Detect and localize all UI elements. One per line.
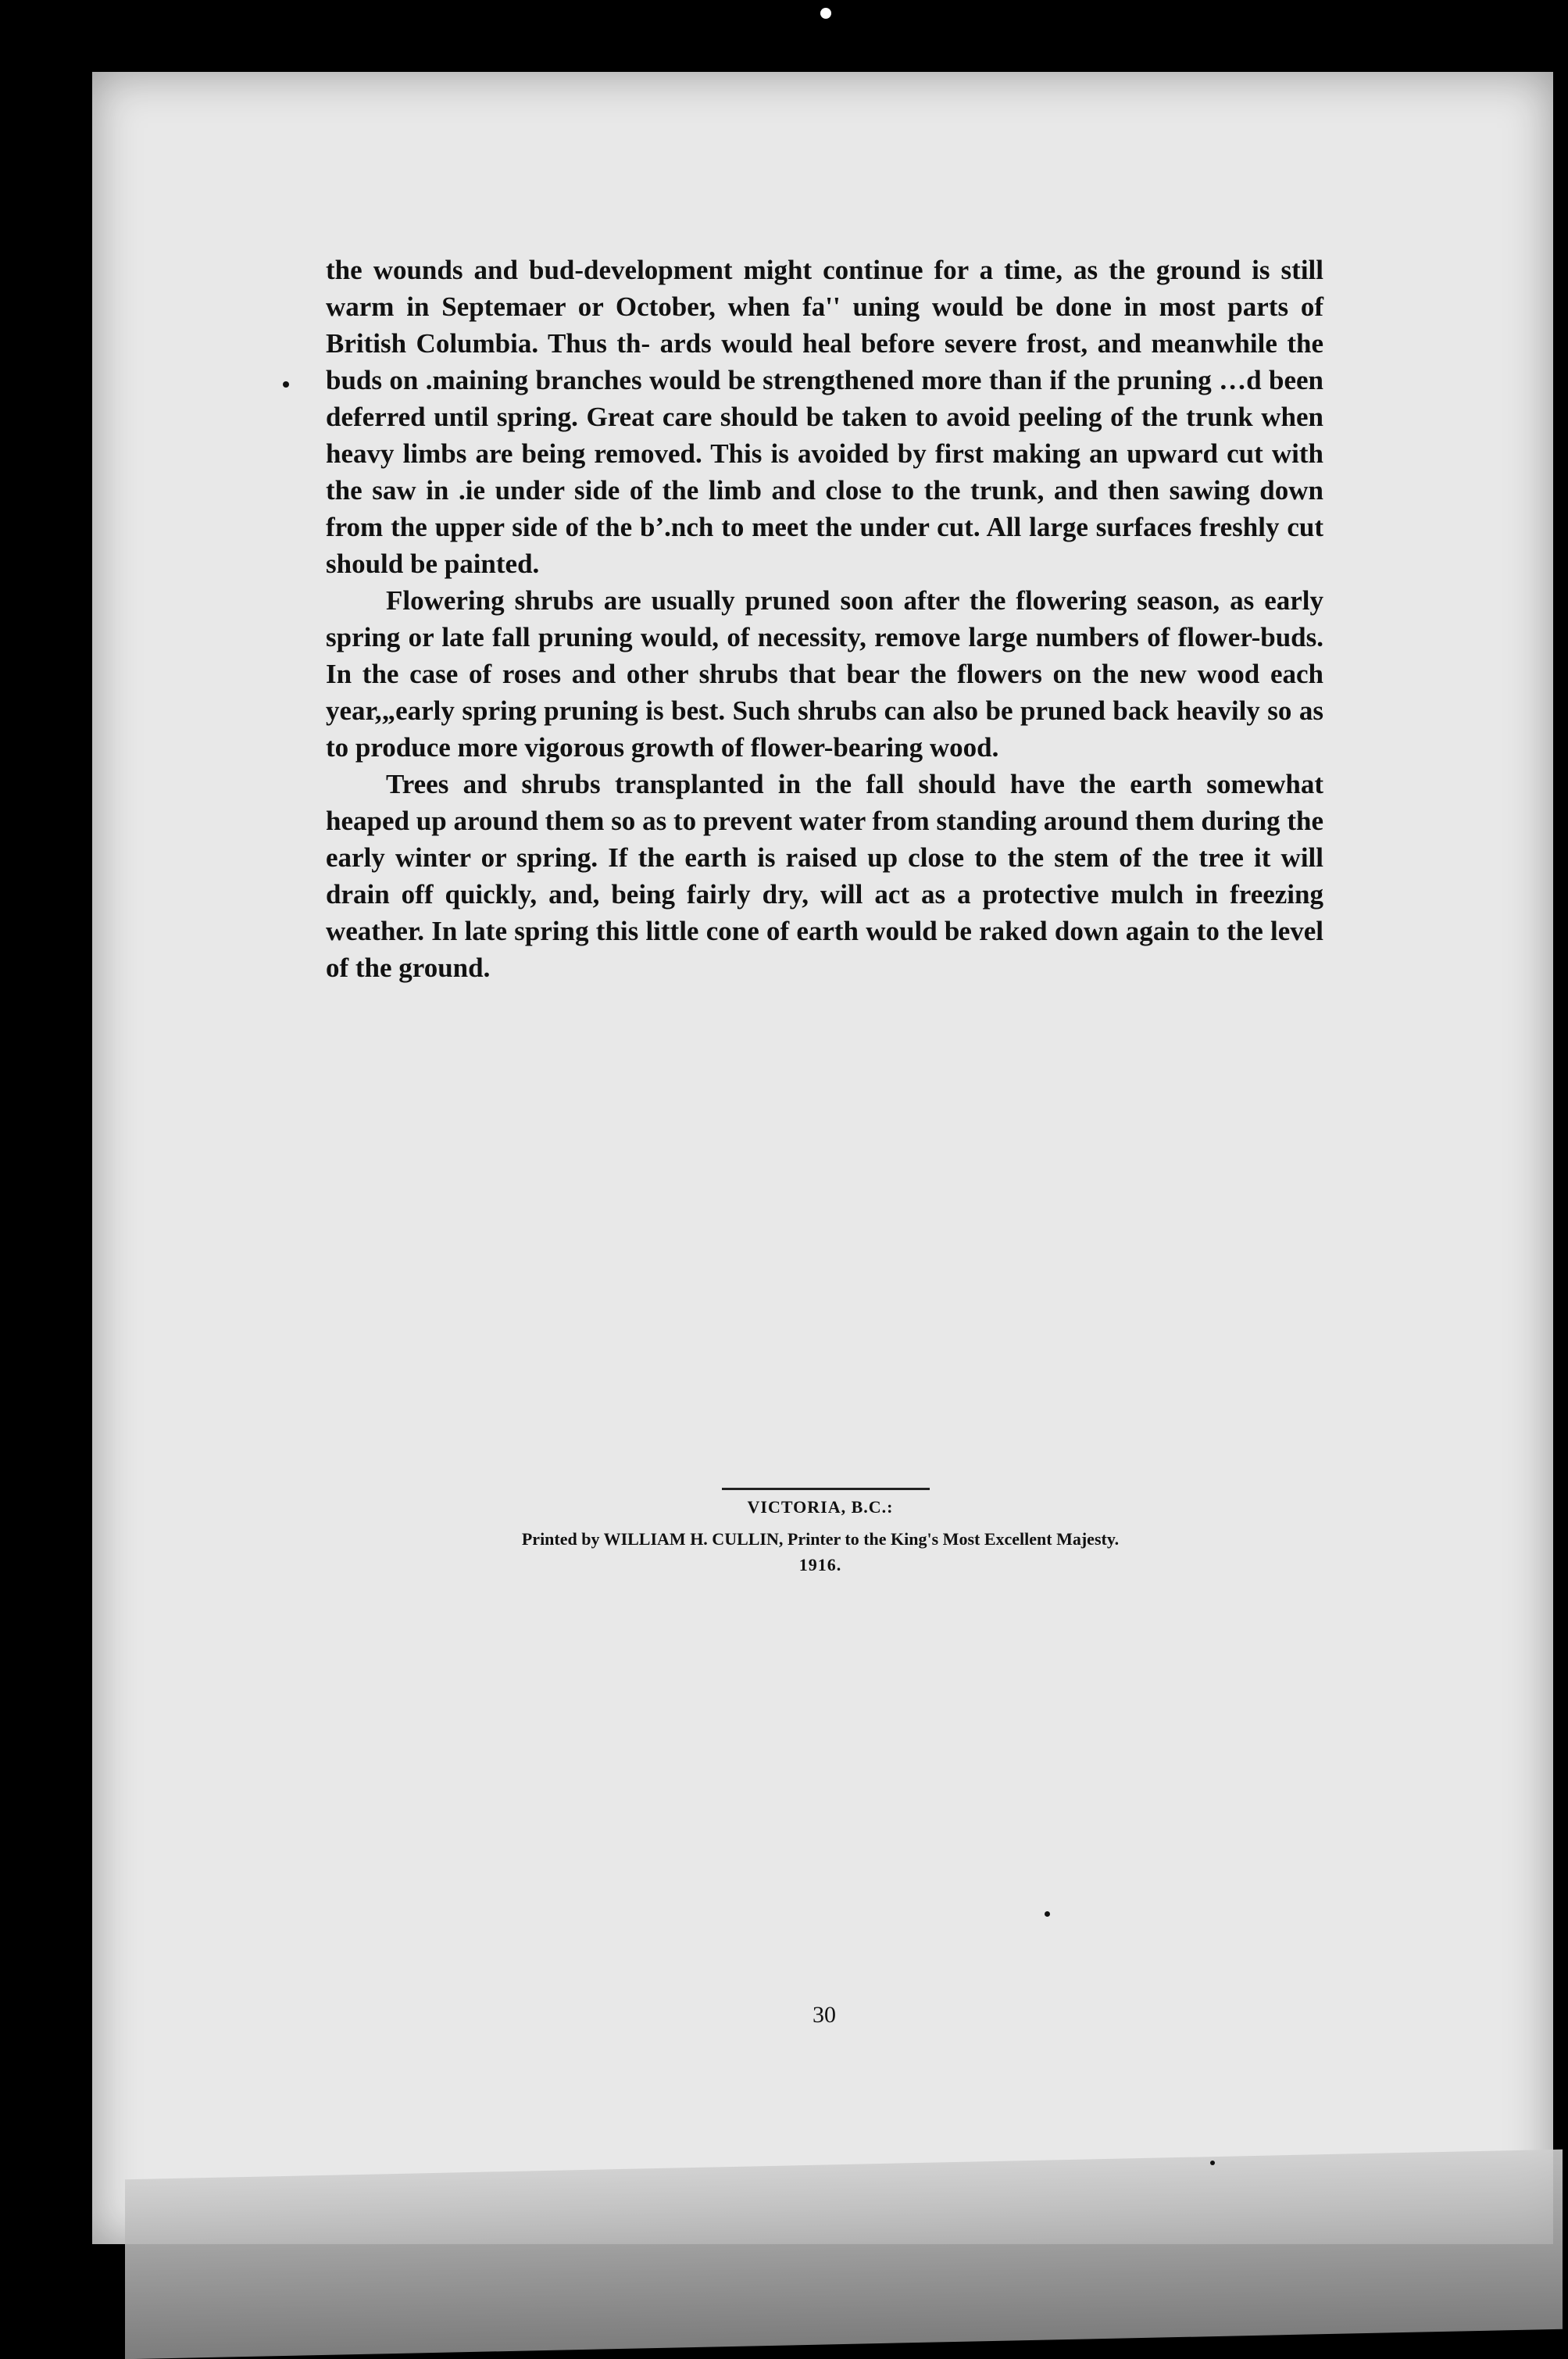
paragraph-transplanting: Trees and shrubs transplanted in the fall should have the earth somewhat heaped up around them so as to prevent water from standing around them during the early winter or spring. If the earth is raised up close to the stem of the tree it will drain off quickly, and, being fairly dry, will act as a protective mulch in freezing weather. In late spring this little cone of earth would be raked down again to the level of the ground. [326,769,1323,983]
page-edge-shadow [125,2150,1563,2359]
binding-hole [820,8,831,19]
paragraph-pruning-wounds: the wounds and bud-development might continue for a time, as the ground is still warm in Septemaer or October, when fa'' uning would be done in most parts of British Columbia. Thus th‐ ards would heal before severe frost, and meanwhile the buds on .maining branches would be strengthened more than if the pruning …d been deferred until spring. Great care should be taken to avoid peeling of the trunk when heavy limbs are being removed. This is avoided by first making an upward cut with the saw in .ie under side of the limb and close to the trunk, and then sawing down from the upper side of the b’.nch to meet the under cut. All large surfaces freshly cut should be painted. [326,255,1323,579]
divider-rule [722,1488,930,1490]
margin-speck [1210,2161,1215,2165]
margin-speck [1045,1911,1050,1917]
imprint-year: 1916. [798,1555,842,1574]
paragraph-flowering-shrubs: Flowering shrubs are usually pruned soon after the flowering season, as early spring or late fall pruning would, of necessity, remove large numbers of flower-buds. In the case of roses and other shrubs that bear the flowers on the new wood each year,„early spring pruning is best. Such shrubs can also be pruned back heavily so as to produce more vigorous growth of flower-bearing wood. [326,585,1323,763]
margin-speck [283,381,289,388]
body-text [326,252,1323,986]
imprint-place: VICTORIA, B.C.: [747,1497,894,1517]
imprint-printer: Printed by WILLIAM H. CULLIN, Printer to the King's Most Excellent Majesty. [521,1529,1120,1549]
page-number: 30 [813,2002,836,2028]
